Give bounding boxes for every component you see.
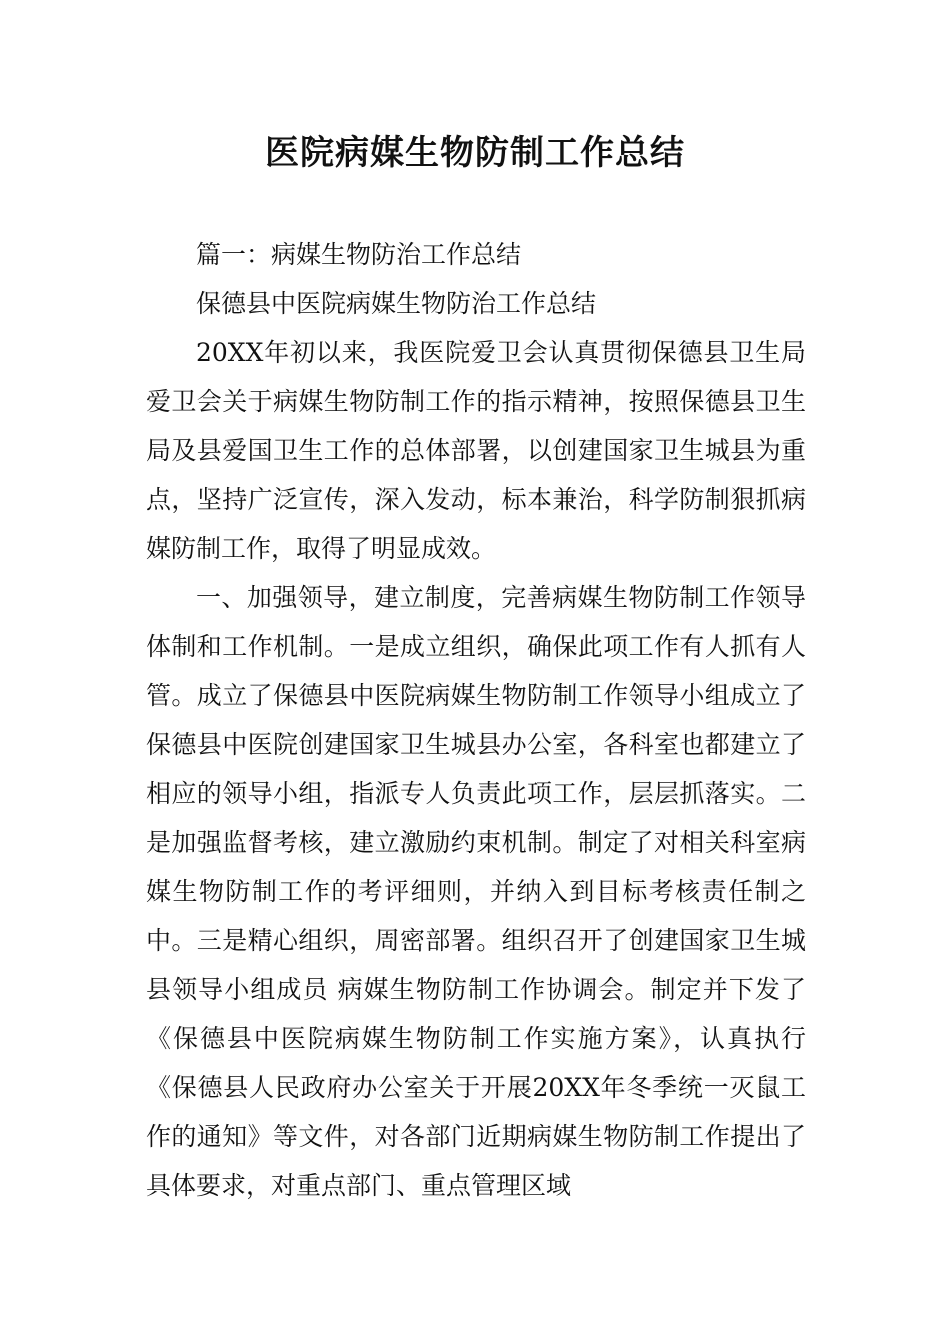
section-heading: 篇一：病媒生物防治工作总结	[196, 240, 522, 269]
body-paragraph: 20XX年初以来，我医院爱卫会认真贯彻保德县卫生局爱卫会关于病媒生物防制工作的指示精神，按照保德县卫生局及县爱国卫生工作的总体部署，以创建国家卫生城县为重点，坚持广泛宣传，深入发动，标本兼治，科学防制狠抓病媒防制工作，取得了明显成效。	[146, 338, 806, 563]
document-title: 医院病媒生物防制工作总结	[265, 133, 685, 173]
document-body	[146, 230, 806, 1210]
report-subtitle: 保德县中医院病媒生物防治工作总结	[196, 289, 597, 318]
body-paragraph: 一、加强领导，建立制度，完善病媒生物防制工作领导体制和工作机制。一是成立组织，确保此项工作有人抓有人管。成立了保德县中医院病媒生物防制工作领导小组成立了保德县中医院创建国家卫生城县办公室，各科室也都建立了相应的领导小组，指派专人负责此项工作，层层抓落实。二是加强监督考核，建立激励约束机制。制定了对相关科室病媒生物防制工作的考评细则，并纳入到目标考核责任制之中。三是精心组织，周密部署。组织召开了创建国家卫生城县领导小组成员 病媒生物防制工作协调会。制定并下发了《保德县中医院病媒生物防制工作实施方案》，认真执行《保德县人民政府办公室关于开展20XX年冬季统一灭鼠工作的通知》等文件，对各部门近期病媒生物防制工作提出了具体要求，对重点部门、重点管理区域	[146, 583, 806, 1200]
